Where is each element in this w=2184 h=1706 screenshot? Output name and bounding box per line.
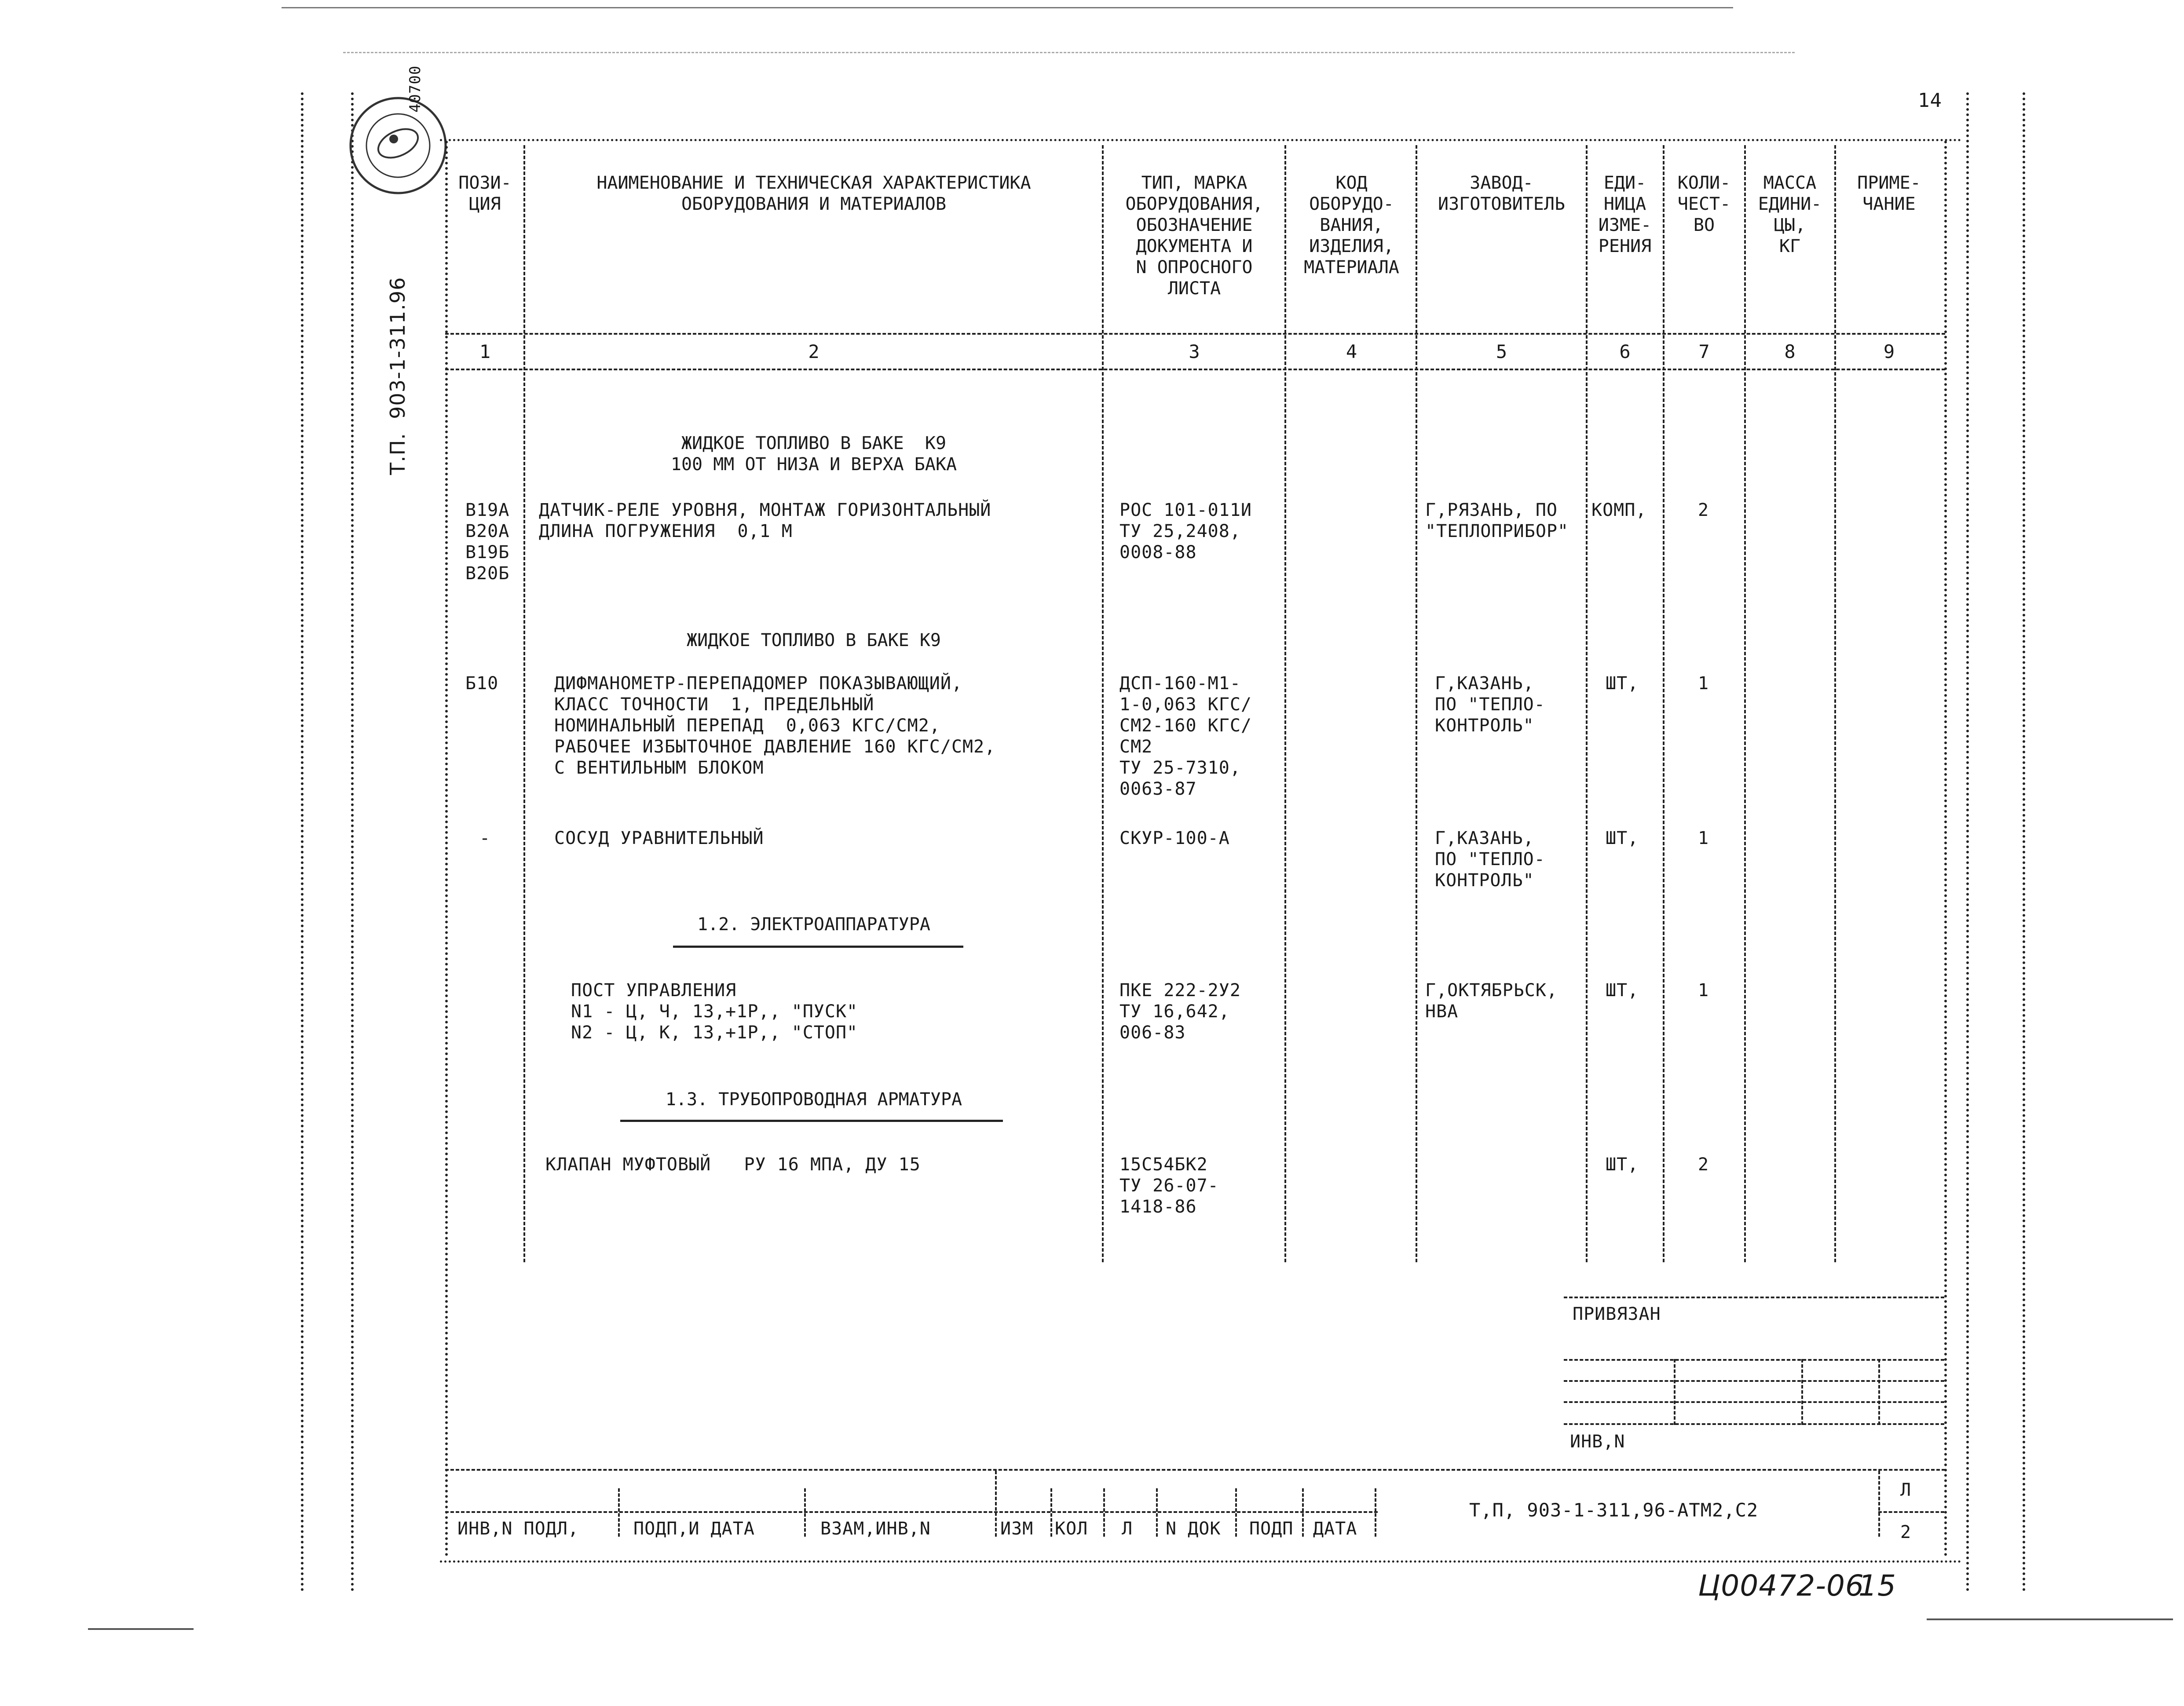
row3-type: СКУР-100-А [1119,828,1230,848]
footer-podp: ПОДП [1249,1519,1294,1539]
footer-vsep-a [618,1488,620,1537]
privyazan-top-line [1564,1297,1944,1298]
privyazan-line-3 [1564,1401,1944,1403]
row1-qty: 2 [1698,500,1709,520]
row2-unit: ШТ, [1606,673,1639,694]
frame-right [1944,141,1947,1557]
footer-vsep-e [1103,1488,1105,1537]
privyazan-label: ПРИВЯЗАН [1573,1304,1661,1324]
header-pos: ПОЗИ- ЦИЯ [458,173,512,214]
frame-top [440,139,1962,141]
header-unit: ЕДИ- НИЦА ИЗМЕ- РЕНИЯ [1598,173,1652,256]
row4-type: ПКЕ 222-2У2 ТУ 16,642, 006-83 [1119,980,1241,1043]
col-sep-2 [1102,145,1104,1262]
footer-vsep-i [1375,1488,1376,1537]
footer-n-dok: N ДОК [1166,1519,1221,1539]
row5-qty: 2 [1698,1154,1709,1175]
privyazan-line-2 [1564,1380,1944,1382]
colnum-1: 1 [479,341,491,362]
section-heading-electro-underline [673,946,963,948]
privyazan-vsep-2 [1801,1359,1803,1425]
row2-qty: 1 [1698,673,1709,694]
footer-mid-line [445,1511,1378,1513]
col-sep-1 [523,145,525,1262]
stamp-seal-icon [348,95,449,196]
row1-type: РОС 101-011И ТУ 25,2408, 0008-88 [1119,500,1252,563]
colnum-2: 2 [808,341,819,362]
row3-unit: ШТ, [1606,828,1639,848]
footer-sheet-value: 2 [1900,1522,1912,1542]
colnum-4: 4 [1346,341,1357,362]
row4-unit: ШТ, [1606,980,1639,1001]
scan-edge-bottom-right [1927,1618,2173,1620]
scan-edge-top-2 [343,52,1795,53]
row4-name: ПОСТ УПРАВЛЕНИЯ N1 - Ц, Ч, 13,+1Р,, "ПУСК" N2 - Ц, К, 13,+1Р,, "СТОП" [571,980,858,1043]
colnum-bottom-line [445,369,1945,370]
footer-vsep-h [1302,1488,1304,1537]
col-sep-7 [1744,145,1746,1262]
row2-position: Б10 [465,673,499,694]
colnum-8: 8 [1784,341,1796,362]
section-heading-fuel-tank: ЖИДКОЕ ТОПЛИВО В БАКЕ К9 100 ММ ОТ НИЗА И ВЕРХА БАКА [670,433,957,475]
row3-maker: Г,КАЗАНЬ, ПО "ТЕПЛО- КОНТРОЛЬ" [1435,828,1545,891]
footer-top-line [445,1469,1945,1471]
row4-qty: 1 [1698,980,1709,1001]
colnum-3: 3 [1189,341,1200,362]
col-sep-6 [1663,145,1665,1262]
row3-position: - [479,828,491,848]
header-maker: ЗАВОД- ИЗГОТОВИТЕЛЬ [1438,173,1565,214]
stamp [348,65,449,196]
row1-name: ДАТЧИК-РЕЛЕ УРОВНЯ, МОНТАЖ ГОРИЗОНТАЛЬНЫЙ ДЛИНА ПОГРУЖЕНИЯ 0,1 М [539,500,991,541]
footer-data: ДАТА [1313,1519,1357,1539]
frame-bottom [440,1560,1962,1563]
footer-sheet-vsep [1878,1471,1880,1537]
side-code: Т.П. 903-1-311.96 [386,277,410,475]
handwritten-code: Ц00472-06 [1698,1569,1864,1603]
header-name: НАИМЕНОВАНИЕ И ТЕХНИЧЕСКАЯ ХАРАКТЕРИСТИКА ОБОРУДОВАНИЯ И МАТЕРИАЛОВ [596,173,1031,214]
row5-type: 15С54БК2 ТУ 26-07- 1418-86 [1119,1154,1219,1217]
footer-sheet-line [1878,1511,1944,1513]
scan-edge-top [282,7,1733,8]
stamp-number: 40700 [406,65,424,113]
privyazan-vsep-1 [1674,1359,1675,1425]
privyazan-vsep-3 [1878,1359,1880,1425]
footer-inv-podl: ИНВ,N ПОДЛ, [457,1519,579,1539]
row5-unit: ШТ, [1606,1154,1639,1175]
header-code: КОД ОБОРУДО- ВАНИЯ, ИЗДЕЛИЯ, МАТЕРИАЛА [1304,173,1399,278]
colnum-9: 9 [1883,341,1895,362]
section-heading-electro: 1.2. ЭЛЕКТРОАППАРАТУРА [697,914,930,935]
header-type: ТИП, МАРКА ОБОРУДОВАНИЯ, ОБОЗНАЧЕНИЕ ДОКУМЕНТА И N ОПРОСНОГО ЛИСТА [1125,173,1263,299]
left-border-outer [301,92,304,1592]
footer-vsep-g [1235,1488,1237,1537]
col-sep-8 [1834,145,1836,1262]
row1-position: В19А В20А В19Б В20Б [465,500,510,584]
header-bottom-line [445,333,1945,335]
privyazan-line-1 [1564,1359,1944,1361]
footer-vsep-f [1156,1488,1158,1537]
row3-qty: 1 [1698,828,1709,848]
section-heading-fuel-tank-2: ЖИДКОЕ ТОПЛИВО В БАКЕ К9 [687,630,941,650]
header-qty: КОЛИ- ЧЕСТ- ВО [1677,173,1731,235]
footer-kol: КОЛ [1055,1519,1088,1539]
handwritten-page: 15 [1858,1569,1896,1603]
colnum-7: 7 [1698,341,1710,362]
privyazan-line-4 [1564,1423,1944,1425]
footer-list: Л [1122,1519,1133,1539]
header-note: ПРИМЕ- ЧАНИЕ [1857,173,1921,214]
footer-vzam-inv: ВЗАМ,ИНВ,N [820,1519,931,1539]
right-border-inner [1966,92,1969,1592]
section-heading-pipe-underline [620,1120,1003,1122]
row3-name: СОСУД УРАВНИТЕЛЬНЫЙ [554,828,764,848]
row4-maker: Г,ОКТЯБРЬСК, НВА [1425,980,1558,1022]
row2-maker: Г,КАЗАНЬ, ПО "ТЕПЛО- КОНТРОЛЬ" [1435,673,1545,736]
row1-unit: КОМП, [1591,500,1647,520]
footer-designation: Т,П, 903-1-311,96-АТМ2,С2 [1469,1499,1759,1521]
right-border-outer [2023,92,2025,1592]
row2-name: ДИФМАНОМЕТР-ПЕРЕПАДОМЕР ПОКАЗЫВАЮЩИЙ, КЛАСС ТОЧНОСТИ 1, ПРЕДЕЛЬНЫЙ НОМИНАЛЬНЫЙ ПЕРЕПАД 0,063 КГС/СМ2, РАБОЧЕЕ ИЗБЫТОЧНОЕ ДАВЛЕНИЕ 160 КГС/СМ2, С ВЕНТИЛЬНЫМ БЛОКОМ [554,673,996,778]
footer-podp-data: ПОДП,И ДАТА [633,1519,755,1539]
section-heading-pipe-fittings: 1.3. ТРУБОПРОВОДНАЯ АРМАТУРА [665,1089,962,1110]
left-border-inner [351,92,354,1592]
footer-vsep-c [995,1471,997,1537]
sheet-number: 14 [1918,89,1942,112]
col-sep-3 [1284,145,1286,1262]
col-sep-5 [1586,145,1588,1262]
footer-izm: ИЗМ [1000,1519,1034,1539]
footer-vsep-b [804,1488,806,1537]
colnum-6: 6 [1619,341,1631,362]
row2-type: ДСП-160-М1- 1-0,063 КГС/ СМ2-160 КГС/ СМ2 ТУ 25-7310, 0063-87 [1119,673,1252,799]
footer-vsep-d [1050,1488,1052,1537]
row5-name: КЛАПАН МУФТОВЫЙ РУ 16 МПА, ДУ 15 [545,1154,921,1175]
inv-n-label: ИНВ,N [1570,1432,1625,1452]
footer-sheet-label: Л [1900,1480,1912,1500]
colnum-5: 5 [1496,341,1507,362]
scan-edge-bottom [88,1628,194,1630]
header-mass: МАССА ЕДИНИ- ЦЫ, КГ [1758,173,1822,256]
col-sep-4 [1416,145,1417,1262]
row1-maker: Г,РЯЗАНЬ, ПО "ТЕПЛОПРИБОР" [1425,500,1569,541]
privyazan-block [1564,1293,1944,1456]
